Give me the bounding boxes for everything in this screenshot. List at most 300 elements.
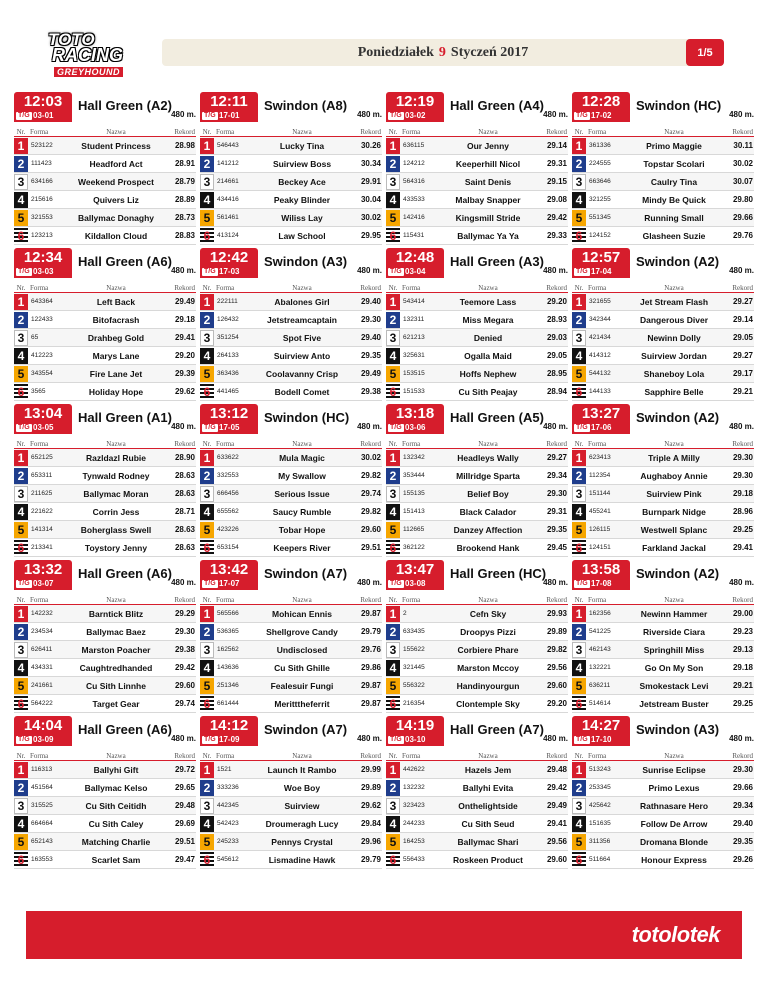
- race-time-box: [386, 404, 444, 434]
- runner-name: Suirview Pink: [646, 488, 702, 499]
- runner-row: [14, 329, 196, 347]
- track-name: Hall Green (A6): [78, 722, 172, 737]
- trap-number: 1: [572, 606, 586, 622]
- trap-number: 5: [572, 678, 586, 694]
- runner-record: 29.38: [360, 387, 381, 396]
- trap-number: 1: [14, 294, 28, 310]
- trap-number: 1: [14, 762, 28, 778]
- race-header: [386, 716, 568, 750]
- runner-row: [386, 365, 568, 383]
- trap-number: 1: [200, 762, 214, 778]
- runner-name: Woe Boy: [283, 782, 321, 793]
- runner-row: [572, 539, 754, 557]
- runner-name: Tobar Hope: [278, 524, 326, 535]
- runner-record: 28.63: [174, 543, 195, 552]
- runner-form: 163553: [31, 856, 53, 863]
- trap-number: 5: [572, 210, 586, 226]
- col-nazwa: Nazwa: [478, 128, 498, 136]
- runner-record: 29.20: [174, 351, 195, 360]
- runner-record: 29.30: [546, 489, 567, 498]
- runner-record: 29.30: [732, 765, 753, 774]
- runner-record: 29.20: [546, 297, 567, 306]
- race-header: [200, 560, 382, 594]
- race-code: 17-02: [591, 111, 612, 120]
- race-time: 13:27: [581, 405, 621, 422]
- track-name: Swindon (A7): [264, 722, 348, 737]
- race-code: 03-01: [33, 111, 54, 120]
- runner-row: [572, 761, 754, 779]
- runner-name: Roskeen Product: [453, 854, 523, 865]
- runner-row: [386, 449, 568, 467]
- column-headers: [572, 438, 754, 449]
- runner-form: 153515: [403, 370, 425, 377]
- race-card: [14, 560, 196, 715]
- logo-text-top: TOTO: [48, 30, 95, 49]
- race-card: [572, 560, 754, 715]
- runner-row: [14, 449, 196, 467]
- runner-form: 321445: [403, 664, 425, 671]
- runner-name: Lismadine Hawk: [268, 854, 336, 865]
- runner-name: Onthelightside: [458, 800, 518, 811]
- col-rekord: Rekord: [360, 128, 381, 136]
- runner-form: 652143: [31, 838, 53, 845]
- runner-row: [386, 383, 568, 401]
- runner-row: [572, 449, 754, 467]
- runner-form: 353444: [403, 472, 425, 479]
- tg-label: T/G: [18, 112, 30, 119]
- runner-name: Cu Sith Caley: [88, 818, 144, 829]
- runner-record: 29.74: [174, 699, 195, 708]
- runner-name: Suirview Boss: [272, 158, 332, 169]
- runner-name: Matching Charlie: [81, 836, 151, 847]
- race-time-box: [14, 404, 72, 434]
- runner-row: [386, 311, 568, 329]
- race-header: [200, 716, 382, 750]
- runner-row: [200, 677, 382, 695]
- runner-record: 29.87: [360, 699, 381, 708]
- race-code: 03-09: [33, 735, 54, 744]
- tg-label: T/G: [576, 736, 588, 743]
- trap-number: 4: [14, 660, 28, 676]
- col-nr: Nr.: [388, 284, 398, 292]
- runner-record: 29.84: [360, 819, 381, 828]
- col-rekord: Rekord: [360, 284, 381, 292]
- race-code: 03-03: [33, 267, 54, 276]
- runner-form: 164253: [403, 838, 425, 845]
- race-time-box: [572, 404, 630, 434]
- runner-row: [200, 641, 382, 659]
- track-name: Swindon (HC): [264, 410, 350, 425]
- runner-row: [386, 659, 568, 677]
- runner-form: 216354: [403, 700, 425, 707]
- runner-form: 112354: [589, 472, 611, 479]
- runner-name: Clontemple Sky: [456, 698, 520, 709]
- runner-name: Abalones Girl: [274, 296, 330, 307]
- trap-number: 5: [572, 522, 586, 538]
- race-time: 13:32: [23, 561, 63, 578]
- race-time-box: [200, 248, 258, 278]
- race-distance: 480 m.: [543, 110, 568, 119]
- race-code: 03-06: [405, 423, 426, 432]
- runner-row: [386, 521, 568, 539]
- trap-number: 1: [386, 294, 400, 310]
- runner-row: [200, 137, 382, 155]
- col-nazwa: Nazwa: [292, 596, 312, 604]
- runner-form: 342344: [589, 316, 611, 323]
- runner-row: [14, 761, 196, 779]
- runner-row: [572, 347, 754, 365]
- runner-form: 545612: [217, 856, 239, 863]
- track-name: Swindon (A3): [264, 254, 348, 269]
- runner-form: 666456: [217, 490, 239, 497]
- column-headers: [14, 594, 196, 605]
- race-time-box: [572, 248, 630, 278]
- col-nazwa: Nazwa: [292, 440, 312, 448]
- runner-name: Newinn Dolly: [647, 332, 701, 343]
- runner-record: 30.11: [733, 141, 753, 150]
- race-distance: 480 m.: [729, 266, 754, 275]
- trap-number: 4: [14, 348, 28, 364]
- runner-record: 28.95: [546, 369, 567, 378]
- race-time-box: [572, 92, 630, 122]
- runner-form: 556322: [403, 682, 425, 689]
- col-nazwa: Nazwa: [106, 128, 126, 136]
- runner-record: 29.76: [732, 231, 753, 240]
- runner-record: 29.99: [360, 765, 381, 774]
- race-time-box: [14, 716, 72, 746]
- trap-number: 4: [572, 504, 586, 520]
- runner-name: Barntick Blitz: [88, 608, 144, 619]
- race-time-box: [572, 716, 630, 746]
- runner-record: 29.40: [360, 333, 381, 342]
- runner-form: 321655: [589, 298, 611, 305]
- runner-form: 413124: [217, 232, 239, 239]
- runner-row: [386, 539, 568, 557]
- runner-form: 543414: [403, 298, 425, 305]
- tg-label: T/G: [576, 112, 588, 119]
- trap-number: 6: [200, 384, 214, 400]
- runner-name: My Swallow: [278, 470, 326, 481]
- trap-number: 2: [200, 624, 214, 640]
- track-name: Hall Green (A4): [450, 98, 544, 113]
- runner-record: 29.79: [360, 855, 381, 864]
- runner-form: 363436: [217, 370, 239, 377]
- runner-form: 333236: [217, 784, 239, 791]
- runner-row: [200, 503, 382, 521]
- col-rekord: Rekord: [174, 752, 195, 760]
- page-number: 1/5: [686, 39, 724, 66]
- runner-form: 253345: [589, 784, 611, 791]
- race-distance: 480 m.: [357, 578, 382, 587]
- runner-row: [572, 815, 754, 833]
- runner-list: [200, 449, 382, 557]
- race-code: 17-07: [219, 579, 240, 588]
- runner-row: [386, 503, 568, 521]
- runner-row: [572, 641, 754, 659]
- track-name: Hall Green (A6): [78, 254, 172, 269]
- race-code: 17-01: [219, 111, 240, 120]
- column-headers: [572, 594, 754, 605]
- runner-form: 332553: [217, 472, 239, 479]
- race-time: 14:12: [209, 717, 249, 734]
- track-name: Swindon (A2): [636, 566, 720, 581]
- runner-row: [200, 797, 382, 815]
- race-time: 12:19: [395, 93, 435, 110]
- runner-row: [572, 155, 754, 173]
- runner-row: [572, 521, 754, 539]
- runner-list: [572, 605, 754, 713]
- runner-row: [200, 851, 382, 869]
- runner-record: 29.40: [732, 819, 753, 828]
- track-name: Swindon (A2): [636, 410, 720, 425]
- race-card: [386, 248, 568, 403]
- runner-row: [14, 779, 196, 797]
- trap-number: 3: [14, 486, 28, 502]
- runner-record: 29.31: [546, 507, 567, 516]
- runner-record: 29.89: [546, 627, 567, 636]
- runner-row: [14, 383, 196, 401]
- runner-record: 30.02: [360, 453, 381, 462]
- col-forma: Forma: [30, 440, 49, 448]
- runner-row: [14, 293, 196, 311]
- runner-form: 636115: [403, 142, 425, 149]
- runner-form: 211625: [31, 490, 53, 497]
- race-card: [386, 716, 568, 871]
- race-card: [200, 716, 382, 871]
- track-name: Swindon (A2): [636, 254, 720, 269]
- runner-name: Hazels Jem: [464, 764, 512, 775]
- race-time-box: [200, 404, 258, 434]
- runner-row: [386, 605, 568, 623]
- runner-form: 536365: [217, 628, 239, 635]
- track-name: Hall Green (A5): [450, 410, 544, 425]
- runner-row: [572, 503, 754, 521]
- track-name: Hall Green (A2): [78, 98, 172, 113]
- race-header: [572, 92, 754, 126]
- runner-form: 434416: [217, 196, 239, 203]
- runner-record: 29.25: [732, 699, 753, 708]
- trap-number: 2: [200, 468, 214, 484]
- runner-record: 29.56: [546, 663, 567, 672]
- runner-list: [200, 137, 382, 245]
- runner-row: [572, 623, 754, 641]
- trap-number: 5: [572, 834, 586, 850]
- runner-row: [14, 797, 196, 815]
- runner-row: [14, 311, 196, 329]
- runner-row: [200, 209, 382, 227]
- runner-record: 29.05: [732, 333, 753, 342]
- runner-row: [14, 191, 196, 209]
- trap-number: 4: [200, 348, 214, 364]
- col-rekord: Rekord: [174, 128, 195, 136]
- race-time-box: [386, 92, 444, 122]
- race-distance: 480 m.: [357, 266, 382, 275]
- runner-record: 29.56: [546, 837, 567, 846]
- race-distance: 480 m.: [729, 578, 754, 587]
- race-time-box: [200, 92, 258, 122]
- runner-list: [386, 761, 568, 869]
- trap-number: 5: [200, 678, 214, 694]
- race-distance: 480 m.: [543, 578, 568, 587]
- runner-row: [14, 695, 196, 713]
- race-card: [572, 92, 754, 247]
- runner-row: [200, 173, 382, 191]
- runner-record: 29.17: [732, 369, 753, 378]
- runner-row: [14, 209, 196, 227]
- trap-number: 4: [386, 816, 400, 832]
- runner-record: 29.23: [732, 627, 753, 636]
- runner-record: 29.87: [360, 609, 381, 618]
- runner-name: Cu Sith Linnhe: [86, 680, 146, 691]
- runner-form: 442622: [403, 766, 425, 773]
- runner-name: Ballymac Donaghy: [77, 212, 155, 223]
- col-rekord: Rekord: [360, 596, 381, 604]
- runner-row: [572, 227, 754, 245]
- trap-number: 3: [200, 330, 214, 346]
- runner-record: 28.98: [174, 141, 195, 150]
- runner-name: Target Gear: [92, 698, 140, 709]
- runner-form: 523122: [31, 142, 53, 149]
- col-nr: Nr.: [16, 440, 26, 448]
- runner-record: 29.38: [174, 645, 195, 654]
- runner-row: [14, 347, 196, 365]
- col-nr: Nr.: [202, 596, 212, 604]
- runner-name: Boherglass Swell: [80, 524, 152, 535]
- runner-form: 155135: [403, 490, 425, 497]
- col-nazwa: Nazwa: [292, 128, 312, 136]
- runner-name: Cu Sith Peajay: [458, 386, 518, 397]
- runner-row: [200, 191, 382, 209]
- tg-label: T/G: [390, 736, 402, 743]
- race-header: [14, 92, 196, 126]
- trap-number: 6: [386, 384, 400, 400]
- race-time-box: [200, 560, 258, 590]
- runner-row: [200, 155, 382, 173]
- col-nazwa: Nazwa: [106, 752, 126, 760]
- runner-list: [572, 761, 754, 869]
- runner-name: Mindy Be Quick: [642, 194, 706, 205]
- runner-record: 29.66: [732, 783, 753, 792]
- runner-name: Droopys Pizzi: [460, 626, 516, 637]
- race-card: [386, 404, 568, 559]
- col-nr: Nr.: [574, 128, 584, 136]
- column-headers: [200, 594, 382, 605]
- runner-record: 28.79: [174, 177, 195, 186]
- runner-row: [200, 383, 382, 401]
- trap-number: 1: [386, 138, 400, 154]
- runner-name: Kingsmill Stride: [455, 212, 521, 223]
- runner-form: 663646: [589, 178, 611, 185]
- runner-name: Razldazl Rubie: [86, 452, 146, 463]
- runner-form: 264133: [217, 352, 239, 359]
- runner-row: [386, 761, 568, 779]
- runner-name: Bodell Comet: [274, 386, 330, 397]
- trap-number: 3: [200, 174, 214, 190]
- runner-row: [14, 467, 196, 485]
- runner-name: Shaneboy Lola: [643, 368, 705, 379]
- runner-row: [386, 155, 568, 173]
- column-headers: [572, 282, 754, 293]
- runner-form: 234534: [31, 628, 53, 635]
- runner-name: Malbay Snapper: [455, 194, 521, 205]
- trap-number: 2: [572, 468, 586, 484]
- col-nr: Nr.: [574, 284, 584, 292]
- runner-record: 28.63: [174, 489, 195, 498]
- runner-name: Belief Boy: [467, 488, 509, 499]
- runner-record: 29.62: [174, 387, 195, 396]
- race-time: 13:42: [209, 561, 249, 578]
- runner-record: 29.30: [360, 315, 381, 324]
- runner-record: 29.45: [546, 543, 567, 552]
- runner-record: 29.48: [546, 765, 567, 774]
- col-forma: Forma: [588, 128, 607, 136]
- runner-name: Miss Megara: [462, 314, 514, 325]
- runner-form: 132342: [403, 454, 425, 461]
- runner-name: Droumeragh Lucy: [265, 818, 339, 829]
- runner-record: 29.65: [174, 783, 195, 792]
- race-time: 12:11: [210, 93, 248, 110]
- runner-name: Millridge Sparta: [456, 470, 520, 481]
- runner-row: [14, 677, 196, 695]
- footer-bar: [26, 911, 742, 959]
- trap-number: 2: [386, 156, 400, 172]
- col-nazwa: Nazwa: [478, 752, 498, 760]
- logo-text-sub: GREYHOUND: [54, 67, 123, 77]
- column-headers: [386, 750, 568, 761]
- runner-form: 633435: [403, 628, 425, 635]
- col-rekord: Rekord: [732, 128, 753, 136]
- trap-number: 6: [200, 228, 214, 244]
- race-card: [200, 404, 382, 559]
- runner-name: Marston Poacher: [81, 644, 151, 655]
- runner-name: Lucky Tina: [279, 140, 325, 151]
- day: 9: [438, 44, 446, 60]
- col-forma: Forma: [216, 752, 235, 760]
- runner-name: Follow De Arrow: [640, 818, 708, 829]
- runner-name: Smokestack Levi: [639, 680, 709, 691]
- runner-record: 29.15: [546, 177, 567, 186]
- runner-row: [386, 641, 568, 659]
- runner-name: Danzey Affection: [453, 524, 523, 535]
- col-nazwa: Nazwa: [106, 596, 126, 604]
- runner-record: 29.72: [174, 765, 195, 774]
- runner-record: 29.31: [546, 159, 567, 168]
- runner-row: [14, 539, 196, 557]
- col-nr: Nr.: [202, 440, 212, 448]
- trap-number: 3: [572, 642, 586, 658]
- tg-label: T/G: [204, 268, 216, 275]
- col-forma: Forma: [402, 440, 421, 448]
- col-forma: Forma: [30, 752, 49, 760]
- race-header: [14, 560, 196, 594]
- trap-number: 2: [14, 156, 28, 172]
- trap-number: 3: [386, 486, 400, 502]
- runner-form: 412223: [31, 352, 53, 359]
- race-code: 03-02: [405, 111, 426, 120]
- runner-name: Aughaboy Annie: [640, 470, 708, 481]
- runner-record: 30.07: [732, 177, 753, 186]
- runner-record: 29.18: [174, 315, 195, 324]
- trap-number: 2: [572, 624, 586, 640]
- runner-name: Mula Magic: [279, 452, 325, 463]
- runner-name: Go On My Son: [644, 662, 704, 673]
- runner-form: 155622: [403, 646, 425, 653]
- runner-row: [572, 311, 754, 329]
- runner-form: 664664: [31, 820, 53, 827]
- runner-record: 29.96: [360, 837, 381, 846]
- col-nr: Nr.: [388, 440, 398, 448]
- runner-form: 323423: [403, 802, 425, 809]
